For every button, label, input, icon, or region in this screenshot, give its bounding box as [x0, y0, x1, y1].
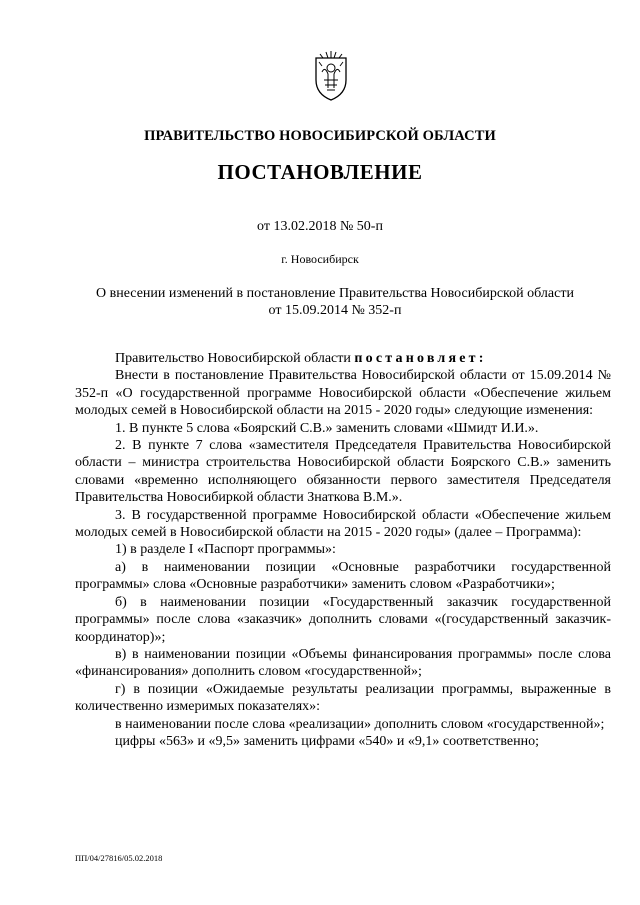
city-name: г. Новосибирск: [281, 252, 359, 266]
paragraph: г) в позиции «Ожидаемые результаты реализации программы, выраженные в количественно измеримых показателях»:: [75, 681, 611, 715]
document-body: [75, 350, 611, 750]
government-name: ПРАВИТЕЛЬСТВО НОВОСИБИРСКОЙ ОБЛАСТИ: [144, 128, 496, 144]
paragraph: в) в наименовании позиции «Объемы финансирования программы» после слова «финансирования» дополнить словом «государственной»;: [75, 646, 611, 680]
subject-line-2: от 15.09.2014 № 352-п: [268, 303, 402, 318]
paragraph: 2. В пункте 7 слова «заместителя Председателя Правительства Новосибирской области – министра строительства Новосибирской области Боярского С.В.» заменить словами «временно исполняющего обязанности первого заместителя Председателя Правительства Новосибиркой области Знаткова В.М.».: [75, 438, 611, 506]
intro-lead: Правительство Новосибирской области: [115, 351, 355, 366]
document-subject: [60, 285, 610, 319]
paragraph: 1) в разделе I «Паспорт программы»:: [115, 542, 336, 558]
subject-line-1: О внесении изменений в постановление Правительства Новосибирской области: [96, 286, 574, 301]
paragraph: Внести в постановление Правительства Новосибирской области от 15.09.2014 № 352-п «О государственной программе Новосибирской области «Обеспечение жильем молодых семей в Новосибирской области на 2015 - 2020 годы» следующие изменения:: [75, 368, 611, 419]
footer-code: ПП/04/27816/05.02.2018: [75, 853, 163, 863]
date-and-number: от 13.02.2018 № 50-п: [257, 219, 383, 234]
paragraph: б) в наименовании позиции «Государственный заказчик государственной программы» после слова «заказчик» дополнить словами «(государственный заказчик-координатор)»;: [75, 594, 611, 645]
paragraph: в наименовании после слова «реализации» дополнить словом «государственной»;: [115, 716, 605, 732]
paragraph: 1. В пункте 5 слова «Боярский С.В.» заменить словами «Шмидт И.И.».: [115, 420, 539, 436]
intro-paragraph: [75, 350, 611, 367]
paragraph: а) в наименовании позиции «Основные разработчики государственной программы» слова «Основные разработчики» заменить словом «Разработчики»;: [75, 559, 611, 593]
resolves-word: постановляет:: [354, 351, 487, 366]
document-type-title: ПОСТАНОВЛЕНИЕ: [217, 160, 423, 184]
paragraph: 3. В государственной программе Новосибирской области «Обеспечение жильем молодых семей в Новосибирской области на 2015 - 2020 годы» (далее – Программа):: [75, 507, 611, 541]
paragraph: цифры «563» и «9,5» заменить цифрами «540» и «9,1» соответственно;: [115, 733, 539, 749]
coat-of-arms-emblem: [312, 50, 350, 102]
